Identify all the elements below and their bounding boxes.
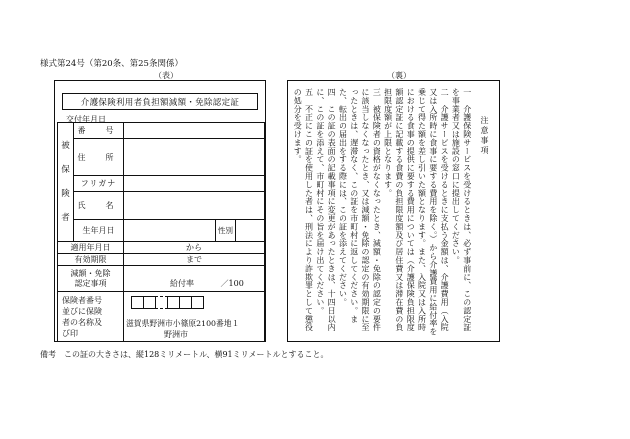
insurer-address: 滋賀県野洲市小篠原2100番地１ [126,319,240,328]
issue-date-label: 交付年月日 [66,115,106,124]
certificate-title: 介護保険利用者負担額減額・免除認定証 [62,93,258,110]
notes-title: 注意事項 [480,116,489,156]
valid-from-value: から [124,242,265,254]
insured-number-value [124,123,265,139]
expiry-label: 有効期限 [58,254,124,266]
valid-from-label: 適用年月日 [58,242,124,254]
insurer-number-boxes [132,296,264,309]
address-value [124,139,265,176]
insurer-value [124,292,265,342]
insured-group-label: 被 保 険 者 [58,123,74,242]
name-label: 氏 名 [74,192,124,220]
address-label: 住 所 [74,139,124,176]
note-item: 五 不正にこの証を使用した者は、刑法により詐欺罪として懲役の処分を受けます。 [293,88,314,332]
front-side-label: （表） [154,71,178,80]
dob-value [124,220,216,242]
notes-column [293,88,490,336]
back-side-label: （裏） [387,71,411,80]
footer-note: 備考 この証の大きさは、縦128ミリメートル、横91ミリメートルとすること。 [40,350,329,359]
note-item: 三 被保険者の資格がなくなったとき、減額・免除の認定の要件に該当しなくなったとき、又は減額・免除の認定の有効期限に至ったときは、遅滞なく、この証を市町村に返してください。また、転出の届出をする際には、この証を添えてください。 [338,88,382,332]
note-item: 四 この証の表面の記載事項に変更があったときは、十四日以内に、この証を添えて、市町村にその旨を届け出てください。 [315,88,337,332]
note-item: 一 介護保険サービスを受けるときは、必ず事前に、この認定証を事業者又は施設の窓口に提出してください。 [451,88,472,332]
benefit-rate-value [124,266,265,292]
insured-number-label: 番 号 [74,123,124,139]
reduction-label: 減額・免除 認定事項 [58,266,124,292]
insurer-name: 野洲市 [164,330,188,339]
dob-label: 生年月日 [74,220,124,242]
benefit-rate-denominator: ／100 [220,279,244,288]
sex-label: 性別 [216,220,236,242]
sex-value [236,220,265,242]
insurer-label: 保険者番号 並びに保険 者の名称及 び印 [58,292,124,342]
form-number: 様式第24号（第20条、第25条関係） [40,59,183,69]
certificate-table [57,122,265,342]
furigana-label: フリガナ [74,176,124,192]
expiry-value: まで [124,254,265,266]
name-value [124,192,265,220]
note-item: 二 介護サービスを受けるときに支払う金額は、介護費用（入院又は入所時に食事に要する費用を除く。）から介護費用に給付率を乗じて得た額を差し引いた額となります。また、入院又は入所時における食事の提供に要する費用については（介護保険負担限度額認定証に記載する食費の負担限度額及び居住費又は滞在費の負担限度額が上限となります。 [383,88,450,336]
furigana-value [124,176,265,192]
benefit-rate-label: 給付率 [170,279,194,288]
